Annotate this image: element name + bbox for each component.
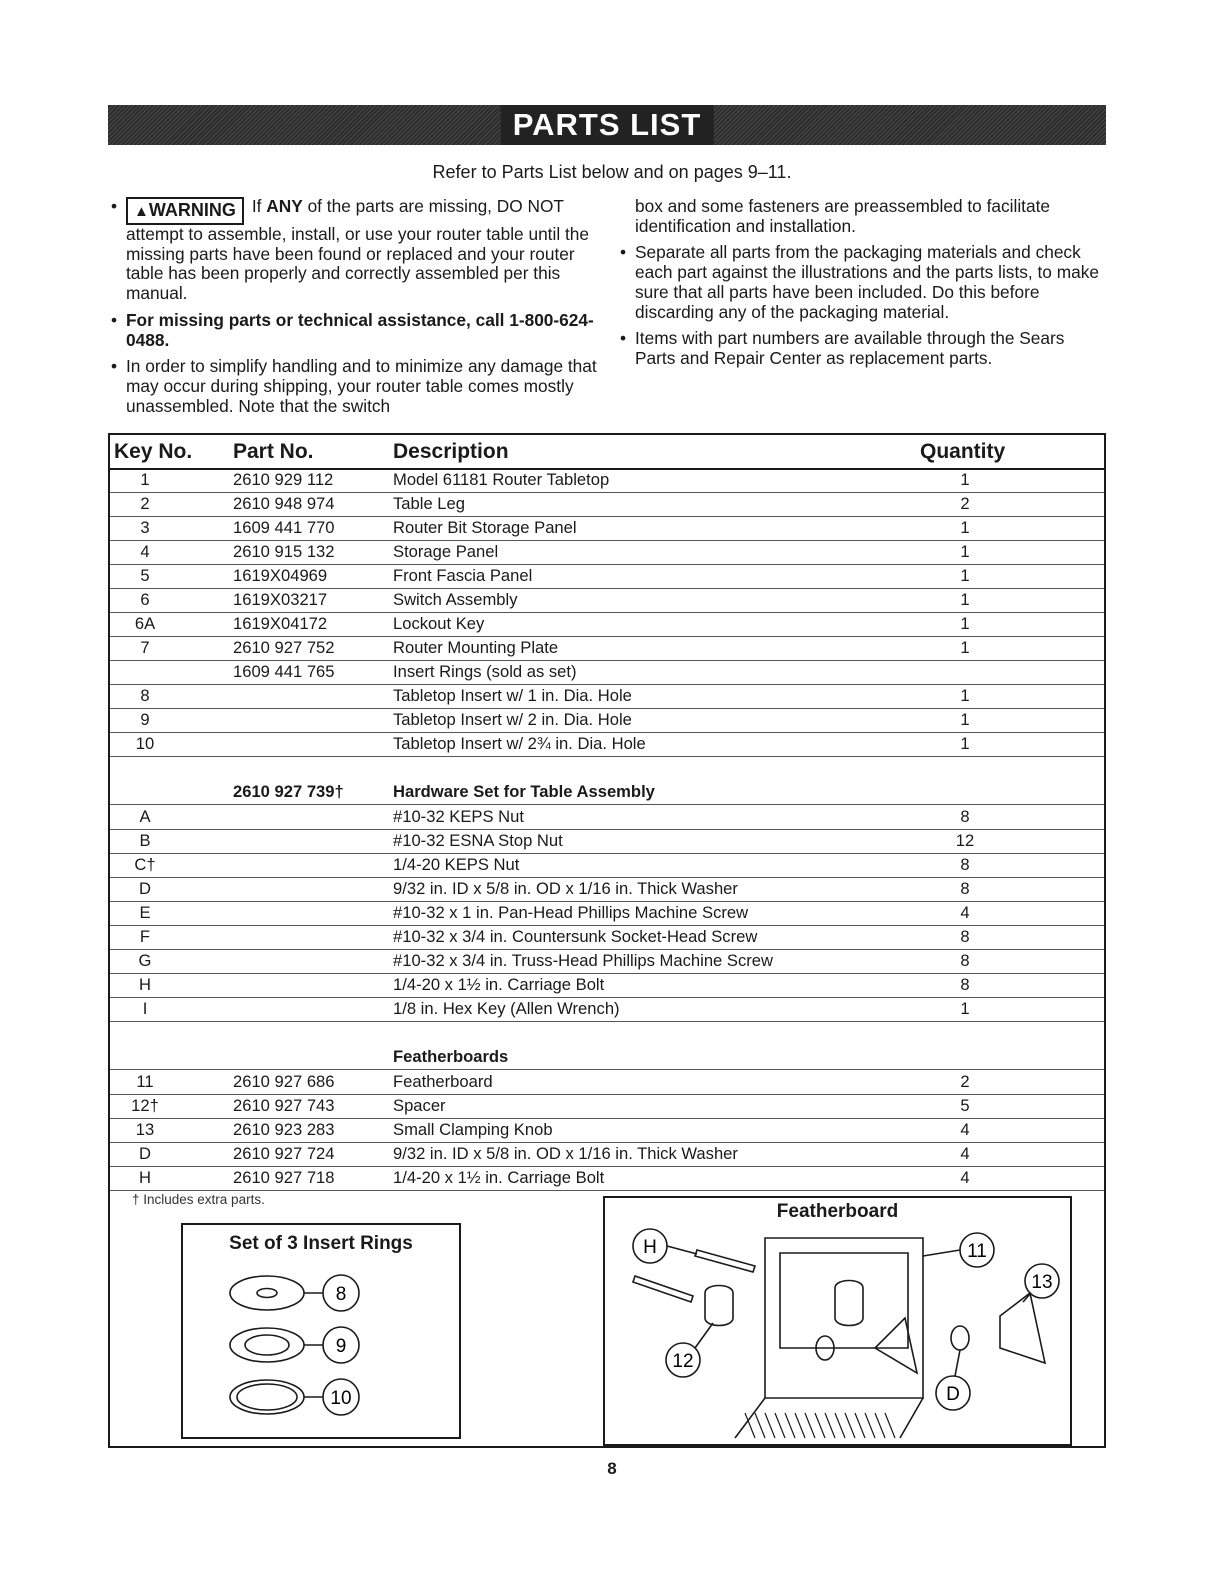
parts-table: [108, 433, 1106, 1448]
handling-text: In order to simplify handling and to minimize any damage that may occur during shipping, your router table comes mostly unassembled. Note that the switch: [126, 356, 597, 416]
bullet: •: [620, 242, 627, 263]
key-cell: 6A: [134, 614, 156, 633]
header-key: Key No.: [114, 440, 193, 463]
table-row: [110, 853, 1104, 878]
key-cell: 2: [140, 494, 150, 513]
table-row: [110, 829, 1104, 854]
ring-9-outer: [230, 1328, 304, 1362]
part-cell: 1609 441 770: [233, 518, 335, 537]
description-cell: Insert Rings (sold as set): [393, 662, 577, 681]
warning-lead-pre: If: [251, 196, 267, 216]
bullet: •: [111, 309, 118, 330]
callout-9: 9: [335, 1336, 347, 1357]
assistance-paragraph: [108, 311, 598, 350]
part-cell: 2610 927 743: [233, 1096, 335, 1115]
featherboard-figure: [603, 1196, 1072, 1446]
description-cell: Router Bit Storage Panel: [393, 518, 577, 537]
description-cell: 9/32 in. ID x 5/8 in. OD x 1/16 in. Thick Washer: [393, 879, 738, 898]
quantity-cell: 1: [960, 638, 970, 657]
callout-12: 12: [672, 1351, 694, 1372]
table-row: [110, 901, 1104, 926]
description-cell: Model 61181 Router Tabletop: [393, 470, 610, 489]
description-cell: Tabletop Insert w/ 2¾ in. Dia. Hole: [393, 734, 646, 753]
part-cell: 2610 948 974: [233, 494, 335, 513]
ring-8-outer: [230, 1276, 304, 1310]
quantity-cell: 8: [960, 927, 970, 946]
ring-9-hole: [245, 1335, 289, 1355]
quantity-cell: 1: [960, 734, 970, 753]
quantity-cell: 1: [960, 470, 970, 489]
quantity-cell: 1: [960, 590, 970, 609]
key-cell: C†: [134, 855, 156, 874]
callout-13: 13: [1031, 1272, 1053, 1293]
callout-H: H: [643, 1237, 657, 1258]
table-row: [110, 636, 1104, 661]
rings-figure-title: Set of 3 Insert Rings: [229, 1233, 413, 1254]
quantity-cell: 1: [960, 686, 970, 705]
quantity-cell: 2: [960, 494, 970, 513]
description-cell: 1/4-20 x 1½ in. Carriage Bolt: [393, 1168, 605, 1187]
part-cell: 2610 927 718: [233, 1168, 335, 1187]
table-row: [110, 1142, 1104, 1167]
part-cell: 2610 915 132: [233, 542, 335, 561]
callout-D: D: [946, 1384, 960, 1405]
quantity-cell: 12: [955, 831, 975, 850]
continuation-paragraph: [617, 197, 1107, 236]
description-cell: 1/8 in. Hex Key (Allen Wrench): [393, 999, 620, 1018]
carriage-bolt-upper: [695, 1250, 755, 1272]
description-cell: #10-32 x 3/4 in. Countersunk Socket-Head Screw: [393, 927, 758, 946]
replacement-text: Items with part numbers are available through the Sears Parts and Repair Center as replacement parts.: [635, 328, 1065, 368]
part-cell: 2610 927 752: [233, 638, 335, 657]
quantity-cell: 4: [960, 1168, 970, 1187]
key-cell: 6: [140, 590, 150, 609]
separate-text: Separate all parts from the packaging materials and check each part against the illustrations and the parts lists, to make sure that all parts have been included. Do this before discarding any of the packaging material.: [635, 242, 1099, 322]
quantity-cell: 1: [960, 614, 970, 633]
key-cell: H: [139, 1168, 151, 1187]
ring-10-outer: [230, 1380, 304, 1414]
description-cell: Lockout Key: [393, 614, 485, 633]
description-cell: Tabletop Insert w/ 2 in. Dia. Hole: [393, 710, 632, 729]
featherboard-body: [765, 1238, 923, 1398]
table-row: [110, 684, 1104, 709]
featherboard-figure-title: Featherboard: [776, 1201, 899, 1222]
warning-lead-post: of the parts are missing, DO NOT attempt to assemble, install, or use your router table until the missing parts have been found or replaced and your router table has been properly and correctly assembled per this manual.: [126, 196, 589, 304]
feather-fingers: [745, 1413, 895, 1438]
header-description: Description: [393, 440, 509, 463]
table-row: [110, 516, 1104, 541]
table-row: [110, 949, 1104, 974]
ring-10-hole: [237, 1384, 297, 1410]
quantity-cell: 4: [960, 1144, 970, 1163]
key-cell: A: [139, 807, 151, 826]
instructions-right: [617, 197, 1107, 376]
part-cell: 2610 929 112: [233, 470, 334, 489]
featherboard-illustration: [605, 1198, 1070, 1444]
footnote: † Includes extra parts.: [132, 1192, 265, 1207]
callout-10: 10: [330, 1388, 352, 1409]
table-row: [110, 1070, 1104, 1095]
key-cell: 3: [140, 518, 150, 537]
intro-text: Refer to Parts List below and on pages 9–11.: [432, 162, 792, 182]
key-cell: D: [139, 879, 151, 898]
table-row: [110, 732, 1104, 757]
quantity-cell: 8: [960, 807, 970, 826]
key-cell: 7: [140, 638, 150, 657]
bullet: •: [620, 328, 627, 349]
clamping-knob-right: [1000, 1293, 1045, 1363]
callout-11: 11: [967, 1241, 987, 1262]
insert-rings-illustration: [183, 1225, 459, 1437]
table-row: [110, 805, 1104, 830]
warning-paragraph: [108, 197, 598, 304]
key-cell: I: [142, 999, 148, 1018]
table-row: [110, 660, 1104, 685]
table-row: [110, 973, 1104, 998]
key-cell: E: [139, 903, 151, 922]
assistance-text: For missing parts or technical assistance, call 1-800-624-0488.: [126, 309, 594, 350]
handling-paragraph: [108, 357, 598, 416]
table-row: [110, 1094, 1104, 1119]
part-cell: 2610 923 283: [233, 1120, 335, 1139]
warning-lead-bold: ANY: [266, 196, 303, 216]
featherboards-section-title: Featherboards: [393, 1047, 509, 1066]
quantity-cell: 8: [960, 975, 970, 994]
table-row: [110, 564, 1104, 589]
part-cell: 1619X03217: [233, 590, 328, 609]
description-cell: #10-32 x 1 in. Pan-Head Phillips Machine Screw: [393, 903, 749, 922]
quantity-cell: 8: [960, 951, 970, 970]
replacement-paragraph: [617, 329, 1107, 368]
quantity-cell: 1: [960, 518, 970, 537]
continuation-text: box and some fasteners are preassembled to facilitate identification and installation.: [635, 196, 1050, 236]
hardware-section-title: Hardware Set for Table Assembly: [393, 782, 655, 801]
description-cell: Small Clamping Knob: [393, 1120, 553, 1139]
instructions-left: [108, 197, 598, 423]
description-cell: #10-32 x 3/4 in. Truss-Head Phillips Machine Screw: [393, 951, 773, 970]
header-quantity: Quantity: [920, 440, 1006, 463]
title-banner: [108, 105, 1106, 145]
table-row: [110, 468, 1104, 493]
page-title: PARTS LIST: [501, 105, 714, 145]
hardware-part-number: 2610 927 739†: [233, 782, 344, 801]
table-row: [110, 925, 1104, 950]
carriage-bolt-lower: [633, 1276, 693, 1302]
insert-rings-figure: [181, 1223, 461, 1439]
key-cell: 4: [140, 542, 150, 561]
header-part: Part No.: [233, 440, 314, 463]
table-row: [110, 1118, 1104, 1143]
quantity-cell: 4: [960, 903, 970, 922]
description-cell: 9/32 in. ID x 5/8 in. OD x 1/16 in. Thick Washer: [393, 1144, 738, 1163]
quantity-cell: 8: [960, 855, 970, 874]
key-cell: G: [138, 951, 152, 970]
key-cell: F: [139, 927, 151, 946]
key-cell: 1: [140, 470, 150, 489]
part-cell: 1609 441 765: [233, 662, 335, 681]
key-cell: 12†: [131, 1096, 159, 1115]
ring-8-hole: [257, 1289, 277, 1298]
page-number: 8: [607, 1459, 617, 1478]
key-cell: 10: [135, 734, 155, 753]
quantity-cell: 2: [960, 1072, 970, 1091]
table-row: [110, 588, 1104, 613]
description-cell: 1/4-20 KEPS Nut: [393, 855, 520, 874]
description-cell: 1/4-20 x 1½ in. Carriage Bolt: [393, 975, 605, 994]
table-row: [110, 997, 1104, 1022]
key-cell: 9: [140, 710, 150, 729]
description-cell: Switch Assembly: [393, 590, 518, 609]
description-cell: Front Fascia Panel: [393, 566, 533, 585]
spacer-part: [705, 1286, 733, 1326]
table-row: [110, 492, 1104, 517]
key-cell: 5: [140, 566, 150, 585]
quantity-cell: 1: [960, 999, 970, 1018]
key-cell: 8: [140, 686, 150, 705]
table-row: [110, 1166, 1104, 1191]
quantity-cell: 5: [960, 1096, 970, 1115]
warning-badge: [126, 197, 244, 225]
table-row: [110, 540, 1104, 565]
bullet: •: [111, 356, 118, 377]
description-cell: Tabletop Insert w/ 1 in. Dia. Hole: [393, 686, 632, 705]
clamping-knob-left: [875, 1318, 917, 1373]
quantity-cell: 8: [960, 879, 970, 898]
separate-paragraph: [617, 243, 1107, 322]
part-cell: 1619X04172: [233, 614, 328, 633]
warning-label: WARNING: [148, 200, 236, 220]
key-cell: 11: [136, 1072, 154, 1091]
description-cell: Featherboard: [393, 1072, 493, 1091]
quantity-cell: 4: [960, 1120, 970, 1139]
table-row: [110, 708, 1104, 733]
description-cell: #10-32 KEPS Nut: [393, 807, 524, 826]
description-cell: Table Leg: [393, 494, 465, 513]
key-cell: D: [139, 1144, 151, 1163]
description-cell: #10-32 ESNA Stop Nut: [393, 831, 563, 850]
part-cell: 1619X04969: [233, 566, 328, 585]
part-cell: 2610 927 686: [233, 1072, 335, 1091]
part-cell: 2610 927 724: [233, 1144, 335, 1163]
warning-triangle-icon: ▲: [134, 203, 149, 220]
description-cell: Router Mounting Plate: [393, 638, 559, 657]
bullet: •: [111, 196, 118, 216]
key-cell: H: [139, 975, 151, 994]
table-header: [110, 435, 1104, 470]
key-cell: B: [139, 831, 151, 850]
washer-right: [951, 1326, 969, 1350]
table-row: [110, 877, 1104, 902]
quantity-cell: 1: [960, 542, 970, 561]
callout-8: 8: [335, 1284, 347, 1305]
description-cell: Storage Panel: [393, 542, 499, 561]
key-cell: 13: [135, 1120, 155, 1139]
table-row: [110, 612, 1104, 637]
quantity-cell: 1: [960, 566, 970, 585]
quantity-cell: 1: [960, 710, 970, 729]
spacer-part-2: [835, 1281, 863, 1326]
description-cell: Spacer: [393, 1096, 446, 1115]
